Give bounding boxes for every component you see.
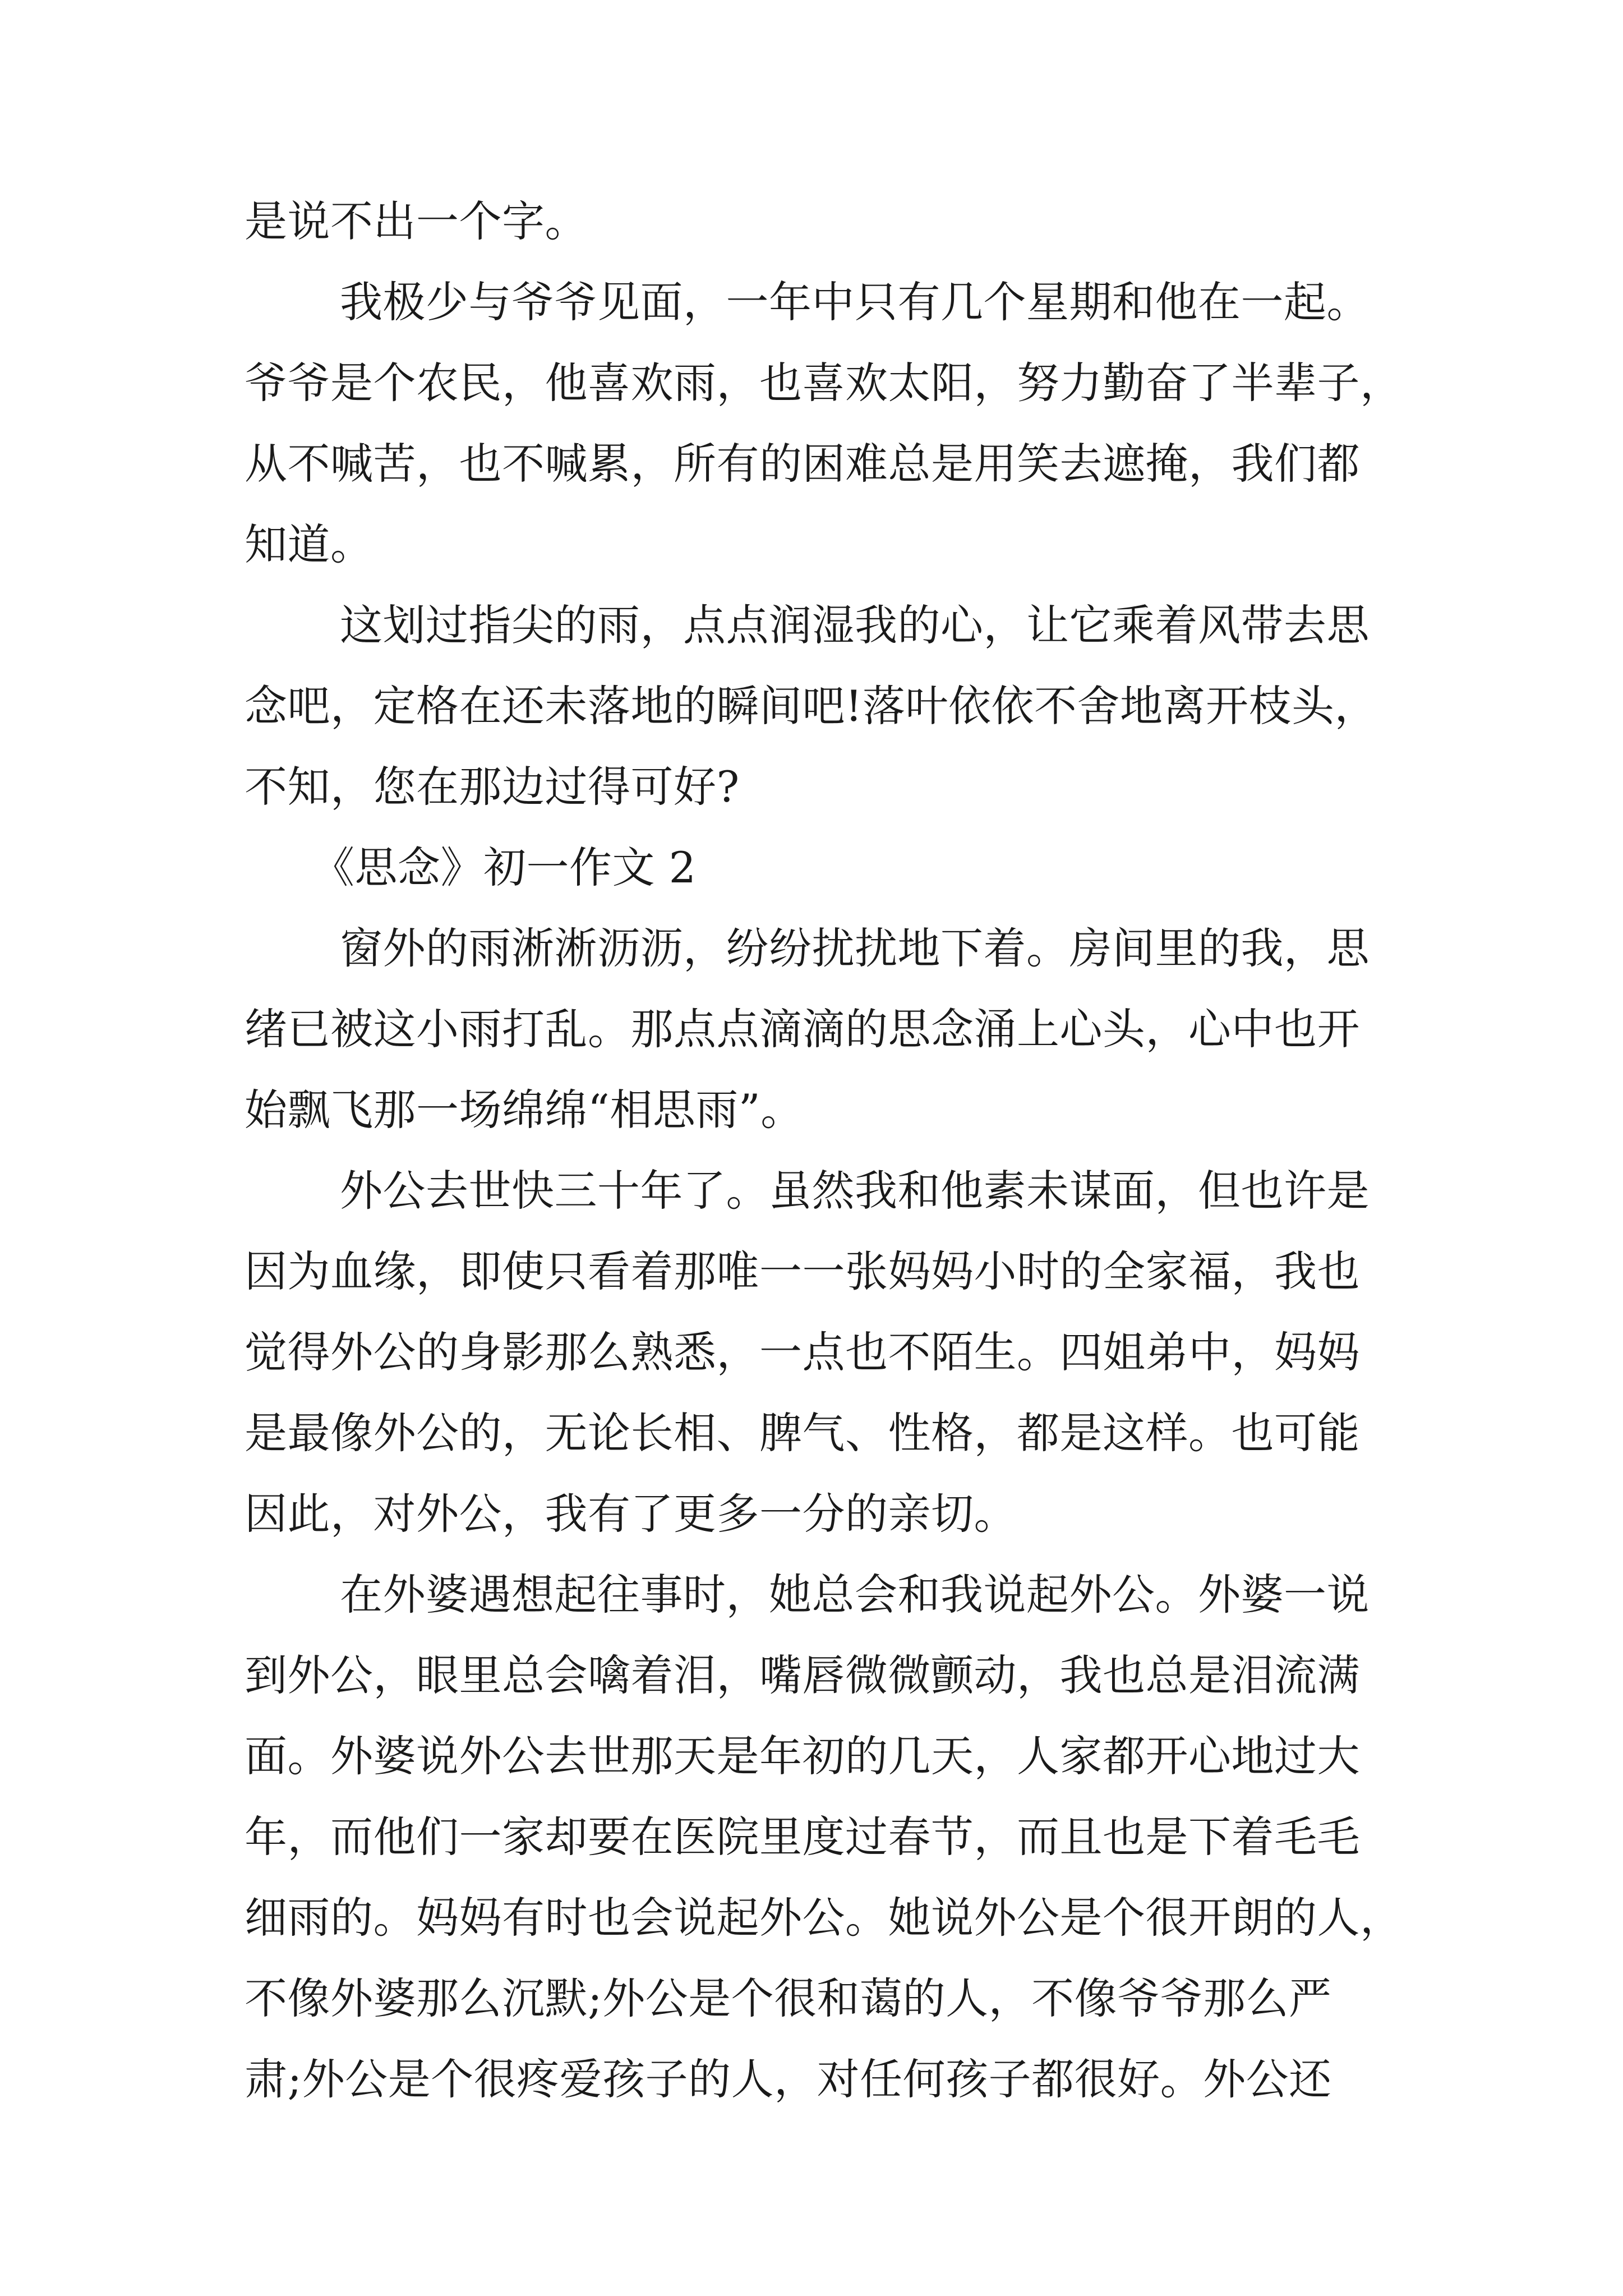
text-line: 觉得外公的身影那么熟悉，一点也不陌生。四姐弟中，妈妈 — [245, 1327, 1360, 1377]
text-line: 是最像外公的，无论长相、脾气、性格，都是这样。也可能 — [245, 1408, 1360, 1458]
text-line: 在外婆遇想起往事时，她总会和我说起外公。外婆一说 — [340, 1570, 1370, 1619]
text-line: 绪已被这小雨打乱。那点点滴滴的思念涌上心头，心中也开 — [245, 1004, 1360, 1054]
text-line: 不像外婆那么沉默;外公是个很和蔼的人，不像爷爷那么严 — [245, 1973, 1332, 2023]
text-line: 窗外的雨淅淅沥沥，纷纷扰扰地下着。房间里的我，思 — [340, 923, 1370, 973]
text-line: 肃;外公是个很疼爱孩子的人，对任何孩子都很好。外公还 — [245, 2054, 1332, 2104]
text-line: 到外公，眼里总会噙着泪，嘴唇微微颤动，我也总是泪流满 — [245, 1650, 1360, 1700]
text-line: 始飘飞那一场绵绵“相思雨”。 — [245, 1085, 804, 1135]
text-line: 外公去世快三十年了。虽然我和他素未谋面，但也许是 — [340, 1166, 1370, 1216]
text-line: 因为血缘，即使只看着那唯一一张妈妈小时的全家福，我也 — [245, 1246, 1360, 1296]
text-line: 因此，对外公，我有了更多一分的亲切。 — [245, 1489, 1017, 1539]
section-title: 《思念》初一作文 2 — [312, 843, 697, 892]
text-line: 这划过指尖的雨，点点润湿我的心，让它乘着风带去思 — [340, 600, 1370, 650]
text-line: 我极少与爷爷见面，一年中只有几个星期和他在一起。 — [340, 277, 1370, 327]
text-line: 念吧，定格在还未落地的瞬间吧!落叶依依不舍地离开枝头， — [245, 681, 1378, 731]
text-line: 从不喊苦，也不喊累，所有的困难总是用笑去遮掩，我们都 — [245, 439, 1360, 489]
text-line: 年，而他们一家却要在医院里度过春节，而且也是下着毛毛 — [245, 1812, 1360, 1862]
text-line: 面。外婆说外公去世那天是年初的几天，人家都开心地过大 — [245, 1731, 1360, 1781]
text-line: 细雨的。妈妈有时也会说起外公。她说外公是个很开朗的人， — [245, 1893, 1403, 1943]
text-line: 是说不出一个字。 — [245, 196, 588, 246]
text-line: 知道。 — [245, 519, 374, 569]
text-line: 不知，您在那边过得可好? — [245, 762, 740, 812]
text-line: 爷爷是个农民，他喜欢雨，也喜欢太阳，努力勤奋了半辈子， — [245, 358, 1403, 408]
